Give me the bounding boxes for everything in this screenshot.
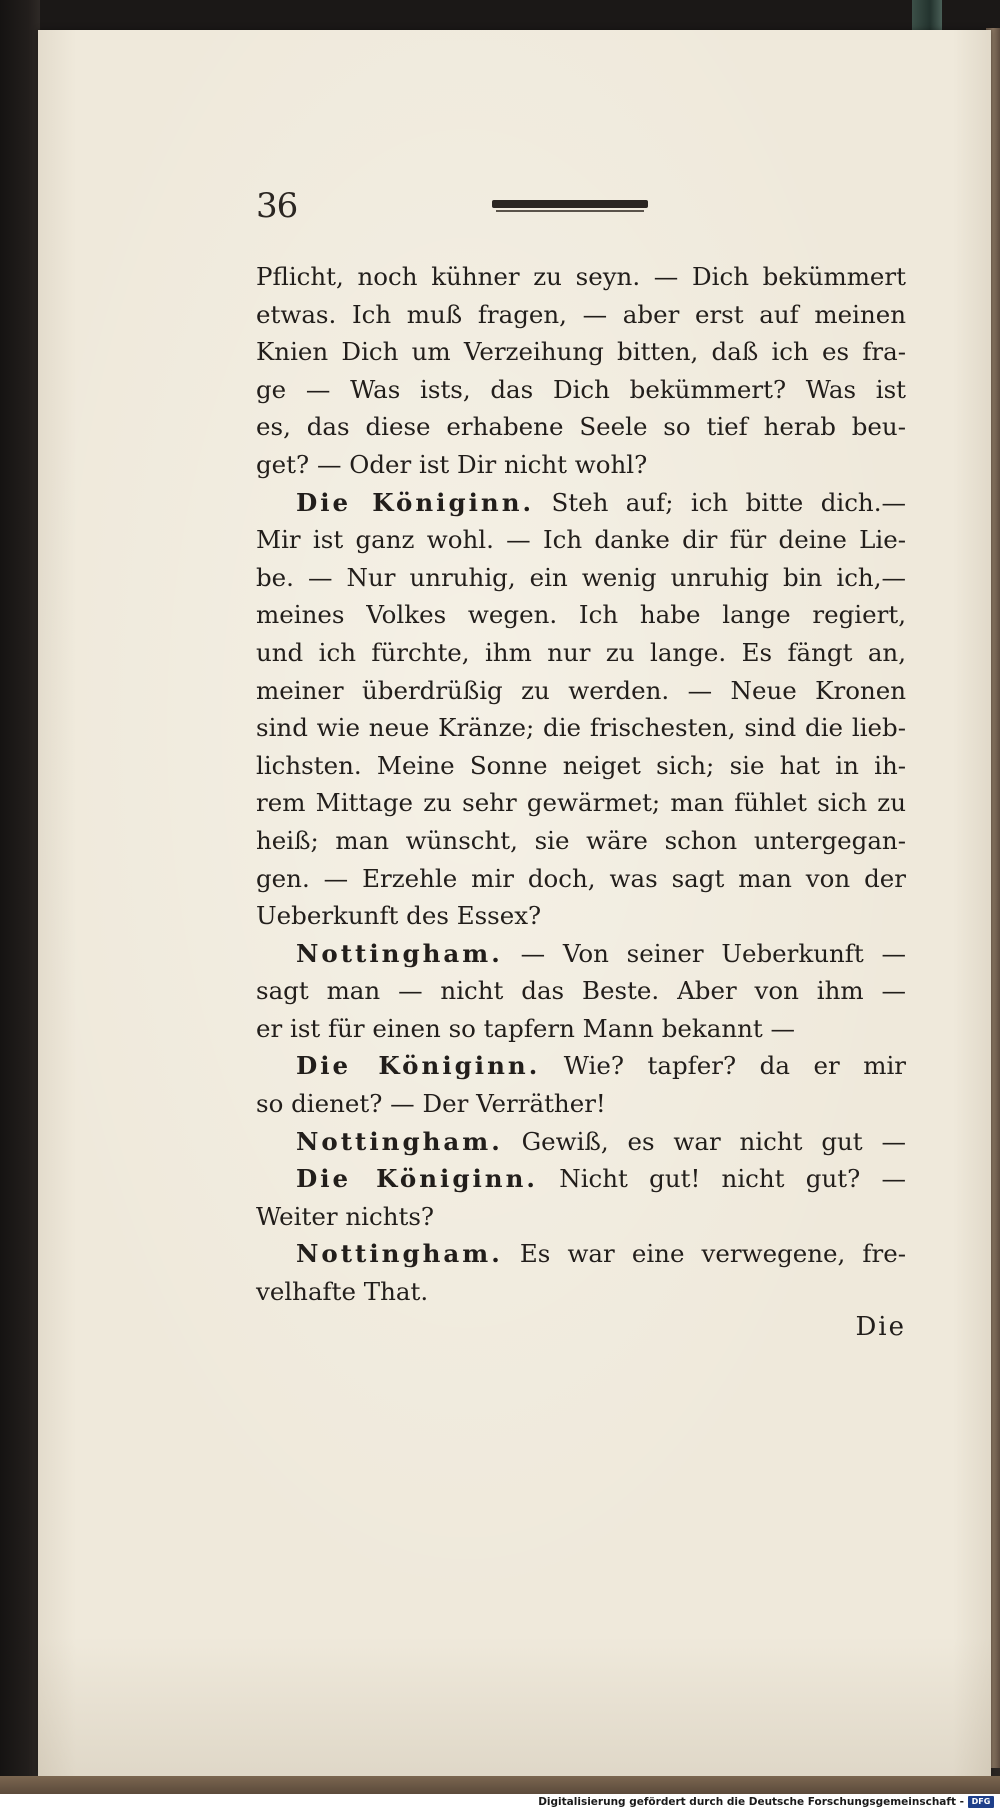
dialogue-line: Nottingham. — Von seiner Ueberkunft — xyxy=(296,938,906,968)
text-line: Ueberkunft des Essex? xyxy=(256,901,542,931)
page-text xyxy=(256,258,906,1311)
digitization-credit: Digitalisierung gefördert durch die Deutsche Forschungsgemeinschaft - xyxy=(538,1796,964,1808)
header-ornament-rule xyxy=(492,200,648,208)
dialogue-line: Die Königinn. Wie? tapfer? da er mir xyxy=(296,1051,906,1081)
text-line: Knien Dich um Verzeihung bitten, daß ich es fra- xyxy=(256,337,906,367)
text-line: Pflicht, noch kühner zu seyn. — Dich bekümmert xyxy=(256,262,906,291)
page-number: 36 xyxy=(256,186,298,226)
text-line: es, das diese erhabene Seele so tief herab beu- xyxy=(256,412,906,442)
text-line: so dienet? — Der Verräther! xyxy=(256,1089,606,1119)
text-line: meines Volkes wegen. Ich habe lange regiert, xyxy=(256,600,906,630)
speaker-name: Nottingham. xyxy=(296,1239,503,1269)
speaker-name: Nottingham. xyxy=(296,938,503,968)
catchword: Die xyxy=(855,1312,906,1342)
text-line: meiner überdrüßig zu werden. — Neue Kronen xyxy=(256,675,906,705)
speaker-name: Nottingham. xyxy=(296,1126,503,1156)
dfg-logo: DFG xyxy=(968,1796,994,1808)
scan-background-left xyxy=(0,0,40,1811)
book-bottom-edge xyxy=(0,1776,1000,1794)
speaker-name: Die Königinn. xyxy=(296,1051,541,1081)
header-ornament-rule-thin xyxy=(496,210,644,212)
text-line: get? — Oder ist Dir nicht wohl? xyxy=(256,449,648,479)
text-line: Weiter nichts? xyxy=(256,1201,435,1231)
text-line: er ist für einen so tapfern Mann bekannt — xyxy=(256,1013,796,1043)
text-line: gen. — Erzehle mir doch, was sagt man von der xyxy=(256,863,906,893)
text-line: heiß; man wünscht, sie wäre schon untergegan- xyxy=(256,825,906,855)
text-line: etwas. Ich muß fragen, — aber erst auf meinen xyxy=(256,299,906,329)
dialogue-line: Nottingham. Gewiß, es war nicht gut — xyxy=(296,1126,906,1156)
speaker-name: Die Königinn. xyxy=(296,1164,538,1194)
speaker-name: Die Königinn. xyxy=(296,487,535,517)
dialogue-line: Die Königinn. Steh auf; ich bitte dich.— xyxy=(296,487,906,517)
text-line: ge — Was ists, das Dich bekümmert? Was ist xyxy=(256,374,906,404)
text-line: sagt man — nicht das Beste. Aber von ihm — xyxy=(256,976,906,1006)
text-line: und ich fürchte, ihm nur zu lange. Es fängt an, xyxy=(256,637,906,667)
text-line: rem Mittage zu sehr gewärmet; man fühlet sich zu xyxy=(256,788,906,818)
text-line: velhafte That. xyxy=(256,1277,429,1307)
text-line: Mir ist ganz wohl. — Ich danke dir für deine Lie- xyxy=(256,525,906,555)
dialogue-line: Nottingham. Es war eine verwegene, fre- xyxy=(296,1239,906,1269)
text-line: sind wie neue Kränze; die frischesten, sind die lieb- xyxy=(256,713,906,743)
dialogue-line: Die Königinn. Nicht gut! nicht gut? — xyxy=(296,1164,907,1194)
text-line: lichsten. Meine Sonne neiget sich; sie hat in ih- xyxy=(256,750,906,780)
scan-background-top xyxy=(0,0,1000,34)
text-line: be. — Nur unruhig, ein wenig unruhig bin ich,— xyxy=(256,562,906,592)
